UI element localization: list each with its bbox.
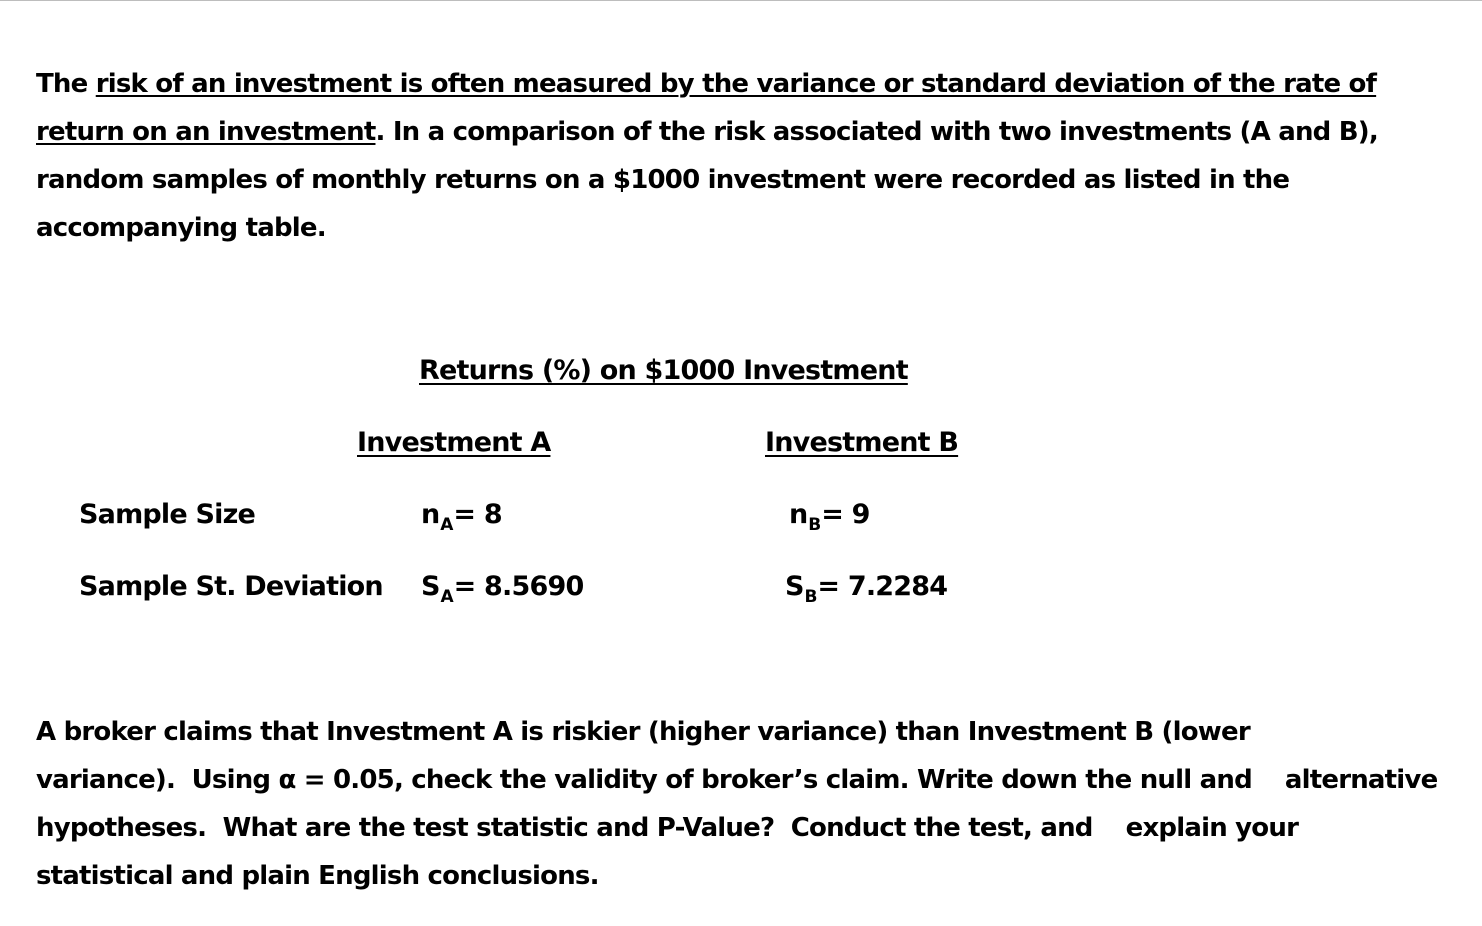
question-line-1: A broker claims that Investment A is riskier (higher variance) than Investment B (lower (36, 717, 1250, 747)
intro-line-2-underlined: return on an investment (36, 117, 376, 147)
question-line-2: variance). Using α = 0.05, check the validity of broker’s claim. Write down the null and alternative (36, 765, 1438, 795)
intro-line-3: random samples of monthly returns on a $1000 investment were recorded as listed in the (36, 165, 1290, 195)
sample-size-a-cell (421, 498, 502, 542)
intro-line-4: accompanying table. (36, 213, 326, 243)
sample-size-b-symbol: n (789, 499, 809, 530)
question-line-4: statistical and plain English conclusions. (36, 861, 599, 891)
intro-line-1 (36, 60, 1456, 108)
st-deviation-a-symbol: S (421, 571, 441, 602)
sample-size-b-cell (789, 498, 870, 542)
intro-line-2-rest: . In a comparison of the risk associated with two investments (A and B), (375, 117, 1378, 147)
sample-size-b-subscript: B (808, 515, 822, 535)
intro-paragraph (36, 60, 1456, 252)
question-paragraph (36, 708, 1456, 900)
intro-line-1-underlined: risk of an investment is often measured by the variance or standard deviation of the rate of (95, 69, 1377, 99)
st-deviation-a-subscript: A (440, 587, 454, 607)
column-header-investment-a: Investment A (357, 427, 551, 458)
table-title: Returns (%) on $1000 Investment (419, 355, 908, 386)
sample-size-a-symbol: n (421, 499, 441, 530)
intro-line-2 (36, 108, 1456, 156)
st-deviation-b-symbol: S (785, 571, 805, 602)
sample-size-a-subscript: A (440, 515, 454, 535)
st-deviation-a-value: = 8.5690 (453, 571, 584, 602)
column-header-investment-b: Investment B (765, 427, 959, 458)
st-deviation-a-cell (421, 570, 583, 614)
st-deviation-b-subscript: B (804, 587, 818, 607)
row-label-sample-st-deviation: Sample St. Deviation (79, 571, 383, 602)
st-deviation-b-value: = 7.2284 (817, 571, 948, 602)
sample-size-a-value: = 8 (453, 499, 502, 530)
st-deviation-b-cell (785, 570, 947, 614)
intro-line-1-prefix: The (36, 69, 96, 99)
sample-size-b-value: = 9 (821, 499, 870, 530)
top-border-line (0, 0, 1482, 1)
question-line-3: hypotheses. What are the test statistic and P-Value? Conduct the test, and explain your (36, 813, 1299, 843)
row-label-sample-size: Sample Size (79, 499, 256, 530)
